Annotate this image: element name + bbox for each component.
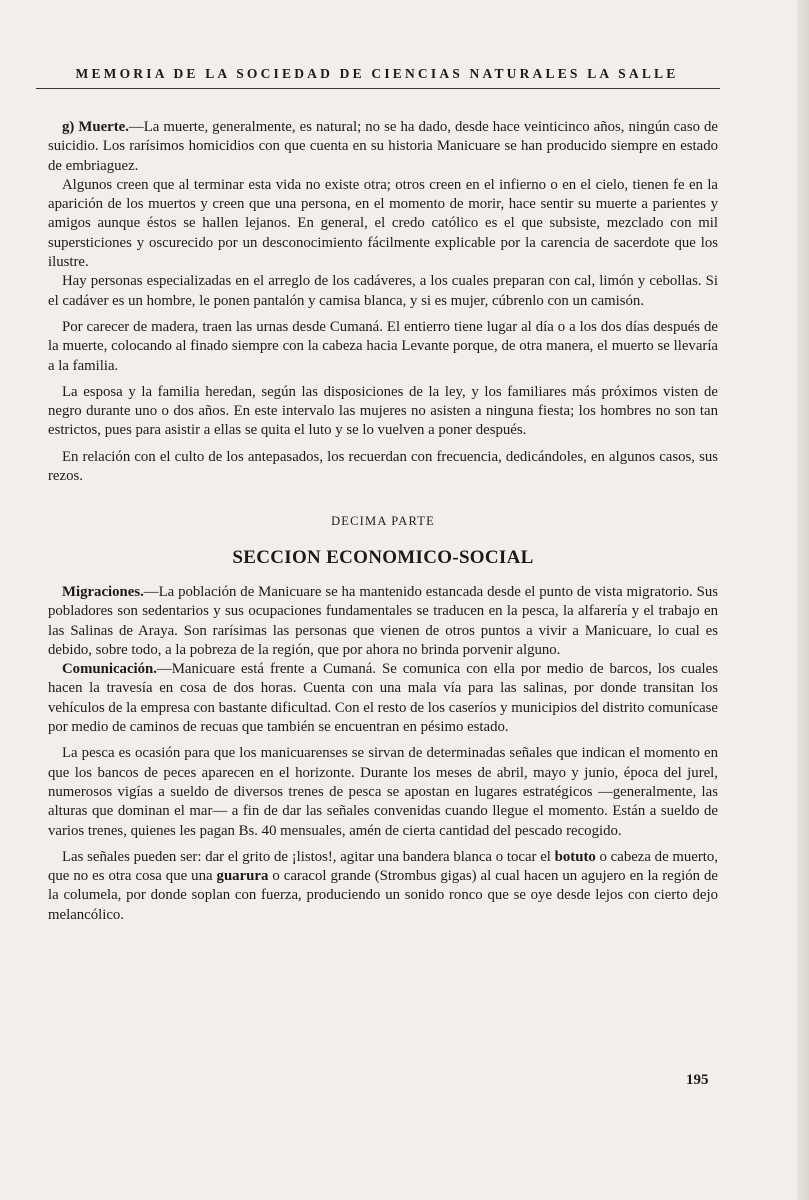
- paragraph-comunicacion: [48, 660, 718, 737]
- paragraph-text: o cabeza de muerto, que no es otra cosa que una: [48, 848, 719, 885]
- term-botuto: botuto: [554, 848, 596, 865]
- paragraph: [48, 744, 718, 840]
- term-guarura: guarura: [216, 868, 269, 885]
- page-edge: [797, 0, 809, 1200]
- paragraph-text: —Manicuare está frente a Cumaná. Se comunica con ella por medio de barcos, los cuales hacen la travesía en cosa de dos horas. Cuenta con una mala vía para las salinas, por donde transitan los vehículos de la empresa con bastante dificultad. Con el resto de los caseríos y municipios del distrito comunícase por medio de caminos de recuas que también se encuentran en pésimo estado.: [48, 661, 718, 736]
- paragraph: [48, 318, 718, 376]
- section-title: SECCION ECONOMICO-SOCIAL: [232, 546, 534, 568]
- paragraph-text: Hay personas especializadas en el arreglo de los cadáveres, a los cuales preparan con cal, limón y cebollas. Si el cadáver es un hombre, le ponen pantalón y camisa blanca, y si es mujer, cúbrenlo con un camisón.: [48, 273, 718, 309]
- paragraph: [48, 176, 718, 272]
- paragraph-lead: Migraciones.: [62, 583, 144, 600]
- paragraph-text: —La muerte, generalmente, es natural; no se ha dado, desde hace veinticinco años, ningún caso de suicidio. Los rarísimos homicidios con que cuenta en su historia Manicuare se han producido siempre en estado de embriaguez.: [48, 119, 718, 174]
- paragraph-text: Las señales pueden ser: dar el grito de ¡listos!, agitar una bandera blanca o tocar el: [62, 848, 555, 865]
- paragraph-text: —La población de Manicuare se ha mantenido estancada desde el punto de vista migratorio. Sus pobladores son sedentarios y sus ocupaciones fundamentales se traducen en la pesca, la alfarería y el trabajo en las Salinas de Araya. Son rarísimas las personas que vienen de otros puntos a vivir a Manicuare, lo cual es debido, sobre todo, a la pobreza de la región, que por ahora no brinda porvenir alguno.: [48, 583, 718, 658]
- paragraph-lead: Comunicación.: [62, 661, 157, 678]
- paragraph-text: En relación con el culto de los antepasados, los recuerdan con frecuencia, dedicándoles, en algunos casos, sus rezos.: [48, 448, 718, 485]
- paragraph-text: La esposa y la familia heredan, según las disposiciones de la ley, y los familiares más próximos visten de negro durante uno o dos años. En este intervalo las mujeres no asisten a ninguna fiesta; los hombres no son tan estrictos, pues para asistir a ellas se quita el luto y se lo vuelven a poner después.: [48, 383, 718, 439]
- paragraph-text: o caracol grande (Strombus gigas) al cual hacen un agujero en la región de la columela, por donde soplan con fuerza, produciendo un sonido ronco que se oye desde lejos con cierto dejo melancólico.: [48, 868, 718, 923]
- paragraph-migraciones: [48, 583, 718, 660]
- paragraph: [48, 272, 718, 311]
- body-text: [48, 118, 718, 925]
- part-label: DECIMA PARTE: [331, 514, 435, 529]
- paragraph: [48, 383, 718, 441]
- paragraph-text: Por carecer de madera, traen las urnas desde Cumaná. El entierro tiene lugar al día o a los dos días después de la muerte, colocando al finado siempre con la cabeza hacia Levante porque, de otra manera, el muerto se llevaría a la familia.: [48, 318, 718, 374]
- paragraph-lead: g) Muerte.: [62, 119, 129, 135]
- paragraph-senales: [48, 848, 718, 925]
- page-number: 195: [686, 1072, 709, 1088]
- running-header: MEMORIA DE LA SOCIEDAD DE CIENCIAS NATURALES LA SALLE: [75, 66, 679, 81]
- paragraph-text: La pesca es ocasión para que los manicuarenses se sirvan de determinadas señales que indican el momento en que los bancos de peces aparecen en el horizonte. Durante los meses de abril, mayo y junio, época del jurel, numerosos vigías a sueldo de diversos trenes de pesca se apostan en lugares estratégicos —generalmente, las alturas que dominan el mar— a fin de dar las señales convenidas cuando llegue el momento. Están a sueldo de varios trenes, quienes les pagan Bs. 40 mensuales, amén de cierta cantidad del pescado recogido.: [48, 745, 718, 839]
- paragraph-text: Algunos creen que al terminar esta vida no existe otra; otros creen en el infierno o en el cielo, tienen fe en la aparición de los muertos y creen que una persona, en el momento de morir, hace sentir su muerte a parientes y amigos aunque éstos se hallen lejanos. En general, el credo católico es el que subsiste, mezclado con mil supersticiones y oscurecido por un desconocimiento fácilmente explicable por la carencia de sacerdote que los ilustre.: [48, 176, 718, 271]
- paragraph-muerte: [48, 118, 718, 176]
- header-rule: [36, 88, 720, 89]
- paragraph: [48, 448, 718, 487]
